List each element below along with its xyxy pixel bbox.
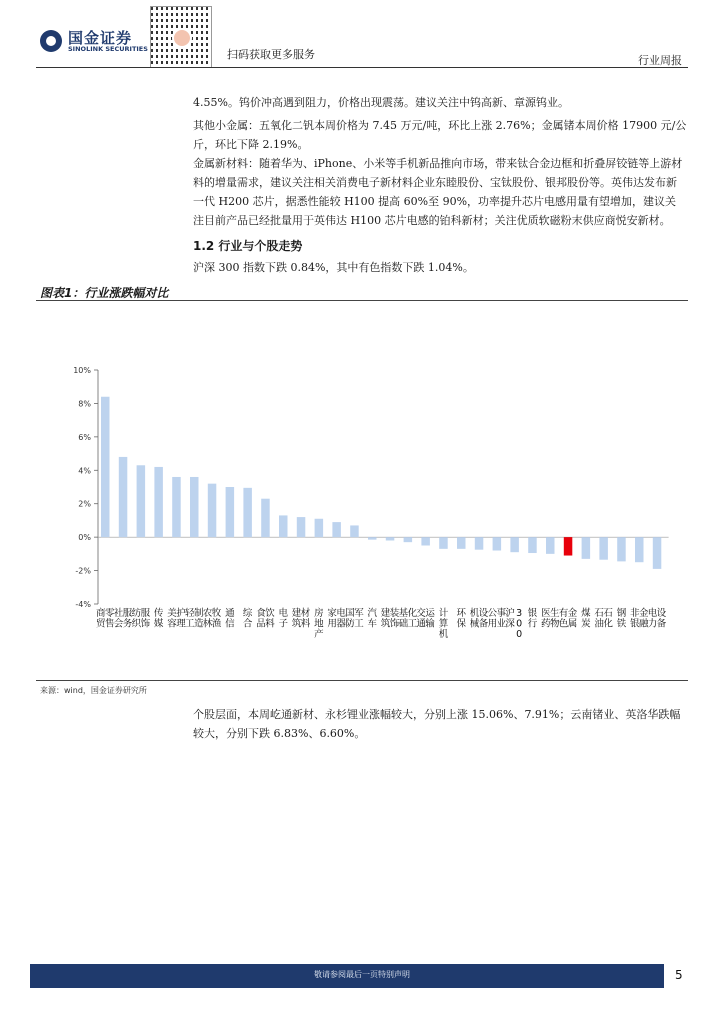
bar-26 [564, 537, 573, 555]
bar-15 [368, 537, 377, 540]
bar-14 [350, 525, 359, 537]
category-label: 交通运输 [416, 608, 435, 630]
category-label: 房地产 [314, 608, 324, 640]
category-label: 综合 [242, 608, 253, 630]
bar-31 [653, 537, 662, 569]
bar-22 [493, 537, 502, 550]
category-label: 石油石化 [594, 608, 613, 630]
bar-18 [421, 537, 430, 545]
category-label: 汽车 [367, 608, 378, 630]
paragraph-minor-metals: 其他小金属：五氧化二钒本周价格为 7.45 万元/吨，环比上涨 2.76%；金属锗本周价格 17900 元/公斤，环比下降 2.19%。 [193, 119, 687, 151]
category-label: 建筑装饰 [380, 608, 400, 630]
category-label: 轻工制造 [184, 608, 204, 630]
logo-text-cn: 国金证券 [68, 29, 133, 47]
category-label: 家用电器 [327, 608, 346, 630]
category-label: 煤炭 [581, 608, 591, 630]
category-label: 沪深3 0 0 [505, 608, 523, 640]
y-tick-label: 10% [73, 366, 91, 375]
category-label: 非银金融 [629, 608, 649, 630]
category-label: 机械设备 [469, 608, 489, 630]
figure-source: 来源：wind，国金证券研究所 [40, 686, 147, 695]
paragraph-tungsten: 4.55%。钨价冲高遇到阻力，价格出现震荡。建议关注中钨高新、章源钨业。 [193, 96, 569, 109]
category-label: 传媒 [153, 608, 164, 630]
y-tick-label: 6% [78, 432, 91, 442]
bar-28 [599, 537, 608, 560]
category-label: 商贸零售 [95, 608, 115, 630]
figure-top-rule [36, 300, 688, 301]
bar-21 [475, 537, 484, 550]
category-label: 计算机 [438, 608, 449, 640]
y-tick-label: -2% [75, 566, 91, 576]
section-title: 1.2 行业与个股走势 [193, 239, 303, 253]
paragraph-index: 沪深 300 指数下跌 0.84%，其中有色指数下跌 1.04%。 [193, 261, 474, 274]
report-type-label: 行业周报 [638, 54, 682, 67]
bar-16 [386, 537, 395, 540]
y-tick-label: 2% [78, 499, 91, 509]
scan-prompt: 扫码获取更多服务 [227, 48, 315, 61]
category-label: 建筑材料 [291, 608, 311, 630]
category-label: 医药生物 [540, 608, 560, 630]
category-label: 钢铁 [616, 608, 627, 630]
logo-text-en: SINOLINK SECURITIES [68, 45, 148, 53]
category-label: 基础化工 [398, 608, 418, 630]
industry-change-bar-chart [60, 360, 667, 670]
y-tick-label: -4% [75, 600, 91, 609]
bar-27 [582, 537, 591, 559]
category-label: 公用事业 [487, 608, 507, 630]
category-label: 电力设备 [647, 608, 667, 630]
category-label: 电子 [278, 608, 289, 630]
bar-4 [172, 477, 181, 537]
category-label: 通信 [225, 608, 235, 630]
figure-bottom-rule [36, 680, 688, 681]
bar-11 [297, 517, 306, 537]
bar-29 [617, 537, 626, 561]
bar-25 [546, 537, 555, 554]
category-label: 有色金属 [558, 608, 578, 630]
footer-disclaimer: 敬请参阅最后一页特别声明 [314, 970, 410, 979]
page-number: 5 [675, 968, 683, 982]
bar-30 [635, 537, 644, 562]
bar-8 [243, 488, 252, 537]
bar-19 [439, 537, 448, 549]
category-label: 环保 [456, 608, 467, 630]
category-label: 纺织服饰 [131, 608, 151, 630]
y-tick-label: 4% [78, 466, 91, 476]
category-label: 农林牧渔 [202, 608, 222, 630]
category-label: 食品饮料 [256, 608, 275, 630]
category-label: 美容护理 [167, 608, 186, 630]
category-label: 银行 [527, 608, 538, 630]
bar-23 [510, 537, 519, 552]
bar-13 [332, 522, 341, 537]
bar-0 [101, 397, 110, 537]
bar-1 [119, 457, 128, 537]
y-tick-label: 8% [78, 399, 91, 409]
bar-20 [457, 537, 466, 549]
bar-24 [528, 537, 537, 553]
header-divider [36, 67, 688, 68]
bar-7 [226, 487, 235, 537]
bar-9 [261, 499, 270, 537]
bar-5 [190, 477, 199, 537]
y-tick-label: 0% [78, 533, 91, 543]
figure-title: 图表1：行业涨跌幅对比 [40, 286, 169, 300]
bar-2 [137, 465, 146, 537]
bar-17 [404, 537, 413, 542]
logo-icon [40, 30, 62, 52]
bar-6 [208, 484, 217, 537]
bar-10 [279, 515, 288, 537]
paragraph-new-materials: 金属新材料：随着华为、iPhone、小米等手机新品推向市场，带来钛合金边框和折叠屏铰链等上游材料的增量需求，建议关注相关消费电子新材料企业东睦股份、宝钛股份、银邦股份等。英伟达发布新一代 H200 芯片，据悉性能较 H100 提高 60%至 90%，功率提升芯片电感用量有望增加，建议关注目前产品已经批量用于英伟达 H100 芯片电感的铂科新材；关注优质软磁粉末供应商悦安新材。 [193, 157, 683, 227]
category-label: 国防军工 [345, 608, 364, 630]
qr-center-avatar [172, 28, 192, 48]
category-labels [96, 607, 667, 640]
paragraph-stocks: 个股层面，本周屹通新材、永杉锂业涨幅较大，分别上涨 15.06%、7.91%；云南锗业、英洛华跌幅较大，分别下跌 6.83%、6.60%。 [193, 708, 681, 740]
bar-12 [315, 519, 324, 537]
category-label: 社会服务 [113, 608, 133, 630]
bar-3 [154, 467, 163, 537]
bars [101, 397, 661, 569]
